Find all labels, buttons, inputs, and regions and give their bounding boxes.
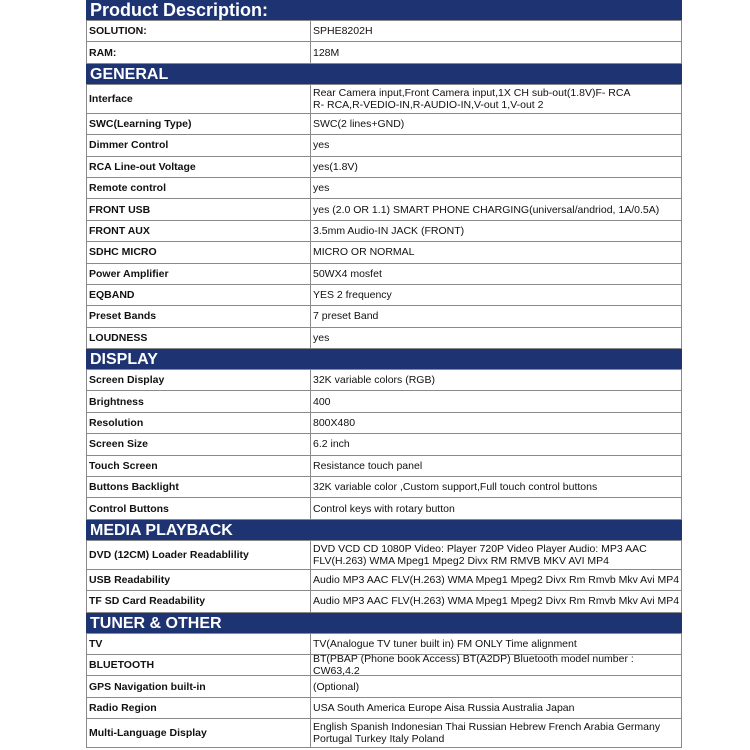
section-header: TUNER & OTHER (86, 613, 682, 634)
spec-value: yes (313, 331, 330, 344)
table-row (86, 655, 682, 676)
table-row (86, 676, 682, 697)
spec-value: yes (2.0 OR 1.1) SMART PHONE CHARGING(universal/andriod, 1A/0.5A) (313, 203, 660, 216)
spec-value: BT(PBAP (Phone book Access) BT(A2DP) Bluetooth model number : CW63,4.2 (313, 653, 634, 678)
table-row (86, 570, 682, 591)
table-row (86, 719, 682, 748)
table-row (86, 306, 682, 327)
table-row (86, 285, 682, 306)
spec-label: FRONT USB (87, 199, 311, 219)
section-header: Product Description: (86, 0, 682, 21)
table-row (86, 370, 682, 391)
table-row (86, 498, 682, 519)
section-header: DISPLAY (86, 349, 682, 370)
spec-value: 400 (313, 395, 331, 408)
spec-label: Control Buttons (87, 498, 311, 518)
spec-value: 32K variable color ,Custom support,Full touch control buttons (313, 481, 598, 494)
spec-value: 128M (313, 46, 340, 59)
spec-label: SOLUTION: (87, 21, 311, 41)
spec-value: MICRO OR NORMAL (313, 246, 415, 259)
table-row (86, 456, 682, 477)
spec-value: 3.5mm Audio-IN JACK (FRONT) (313, 224, 465, 237)
spec-value: English Spanish Indonesian Thai Russian Hebrew French Arabia Germany Portugal Turkey Italy Poland (313, 721, 661, 746)
spec-value: DVD VCD CD 1080P Video: Player 720P Video Player Audio: MP3 AAC FLV(H.263) WMA Mpeg1 Mpeg2 Divx RM RMVB MKV AVI MP4 (313, 542, 647, 567)
spec-label: Touch Screen (87, 456, 311, 476)
spec-value: SPHE8202H (313, 25, 373, 38)
spec-table (86, 0, 682, 748)
spec-value: Audio MP3 AAC FLV(H.263) WMA Mpeg1 Mpeg2 Divx Rm Rmvb Mkv Avi MP4 (313, 574, 680, 586)
spec-label: RCA Line-out Voltage (87, 157, 311, 177)
spec-value: YES 2 frequency (313, 289, 392, 302)
spec-value: Resistance touch panel (313, 459, 423, 472)
table-row (86, 634, 682, 655)
spec-label: SWC(Learning Type) (87, 114, 311, 134)
table-row (86, 242, 682, 263)
spec-value: 32K variable colors (RGB) (313, 374, 435, 387)
table-row (86, 114, 682, 135)
spec-value: 800X480 (313, 417, 356, 430)
spec-label: USB Readability (87, 570, 311, 590)
table-row (86, 477, 682, 498)
spec-label: GPS Navigation built-in (87, 676, 311, 696)
spec-label: FRONT AUX (87, 221, 311, 241)
spec-label: TF SD Card Readability (87, 591, 311, 611)
table-row (86, 85, 682, 114)
spec-value: yes (313, 139, 330, 152)
table-row (86, 199, 682, 220)
spec-label: Multi-Language Display (87, 719, 311, 747)
spec-label: Brightness (87, 391, 311, 411)
section-header: GENERAL (86, 64, 682, 85)
spec-label: BLUETOOTH (87, 655, 311, 675)
table-row (86, 698, 682, 719)
spec-label: Preset Bands (87, 306, 311, 326)
spec-label: Radio Region (87, 698, 311, 718)
spec-label: Resolution (87, 413, 311, 433)
table-row (86, 391, 682, 412)
table-row (86, 541, 682, 570)
spec-value: (Optional) (313, 680, 360, 693)
spec-label: Screen Display (87, 370, 311, 390)
table-row (86, 328, 682, 349)
table-row (86, 21, 682, 42)
spec-label: Screen Size (87, 434, 311, 454)
spec-label: TV (87, 634, 311, 654)
table-row (86, 221, 682, 242)
spec-value: yes(1.8V) (313, 160, 358, 173)
spec-label: Dimmer Control (87, 135, 311, 155)
spec-value: 6.2 inch (313, 438, 350, 451)
spec-value: 50WX4 mosfet (313, 267, 382, 280)
spec-label: EQBAND (87, 285, 311, 305)
table-row (86, 413, 682, 434)
table-row (86, 434, 682, 455)
spec-label: SDHC MICRO (87, 242, 311, 262)
spec-label: Buttons Backlight (87, 477, 311, 497)
table-row (86, 135, 682, 156)
spec-value: TV(Analogue TV tuner built in) FM ONLY Time alignment (313, 637, 577, 650)
spec-value: Rear Camera input,Front Camera input,1X CH sub-out(1.8V)F- RCA R- RCA,R-VEDIO-IN,R-AUDIO-IN,V-out 1,V-out 2 (313, 86, 631, 111)
spec-label: LOUDNESS (87, 328, 311, 348)
table-row (86, 591, 682, 612)
spec-value: Control keys with rotary button (313, 502, 455, 515)
spec-label: DVD (12CM) Loader Readablility (87, 541, 311, 569)
spec-label: RAM: (87, 42, 311, 62)
table-row (86, 157, 682, 178)
spec-label: Remote control (87, 178, 311, 198)
spec-value: yes (313, 182, 330, 195)
table-row (86, 264, 682, 285)
spec-value: USA South America Europe Aisa Russia Australia Japan (313, 701, 575, 714)
spec-label: Power Amplifier (87, 264, 311, 284)
spec-value: Audio MP3 AAC FLV(H.263) WMA Mpeg1 Mpeg2 Divx Rm Rmvb Mkv Avi MP4 (313, 595, 680, 608)
spec-value: SWC(2 lines+GND) (313, 117, 405, 130)
table-row (86, 178, 682, 199)
section-header: MEDIA PLAYBACK (86, 520, 682, 541)
spec-label: Interface (87, 85, 311, 113)
spec-value: 7 preset Band (313, 310, 379, 323)
table-row (86, 42, 682, 63)
